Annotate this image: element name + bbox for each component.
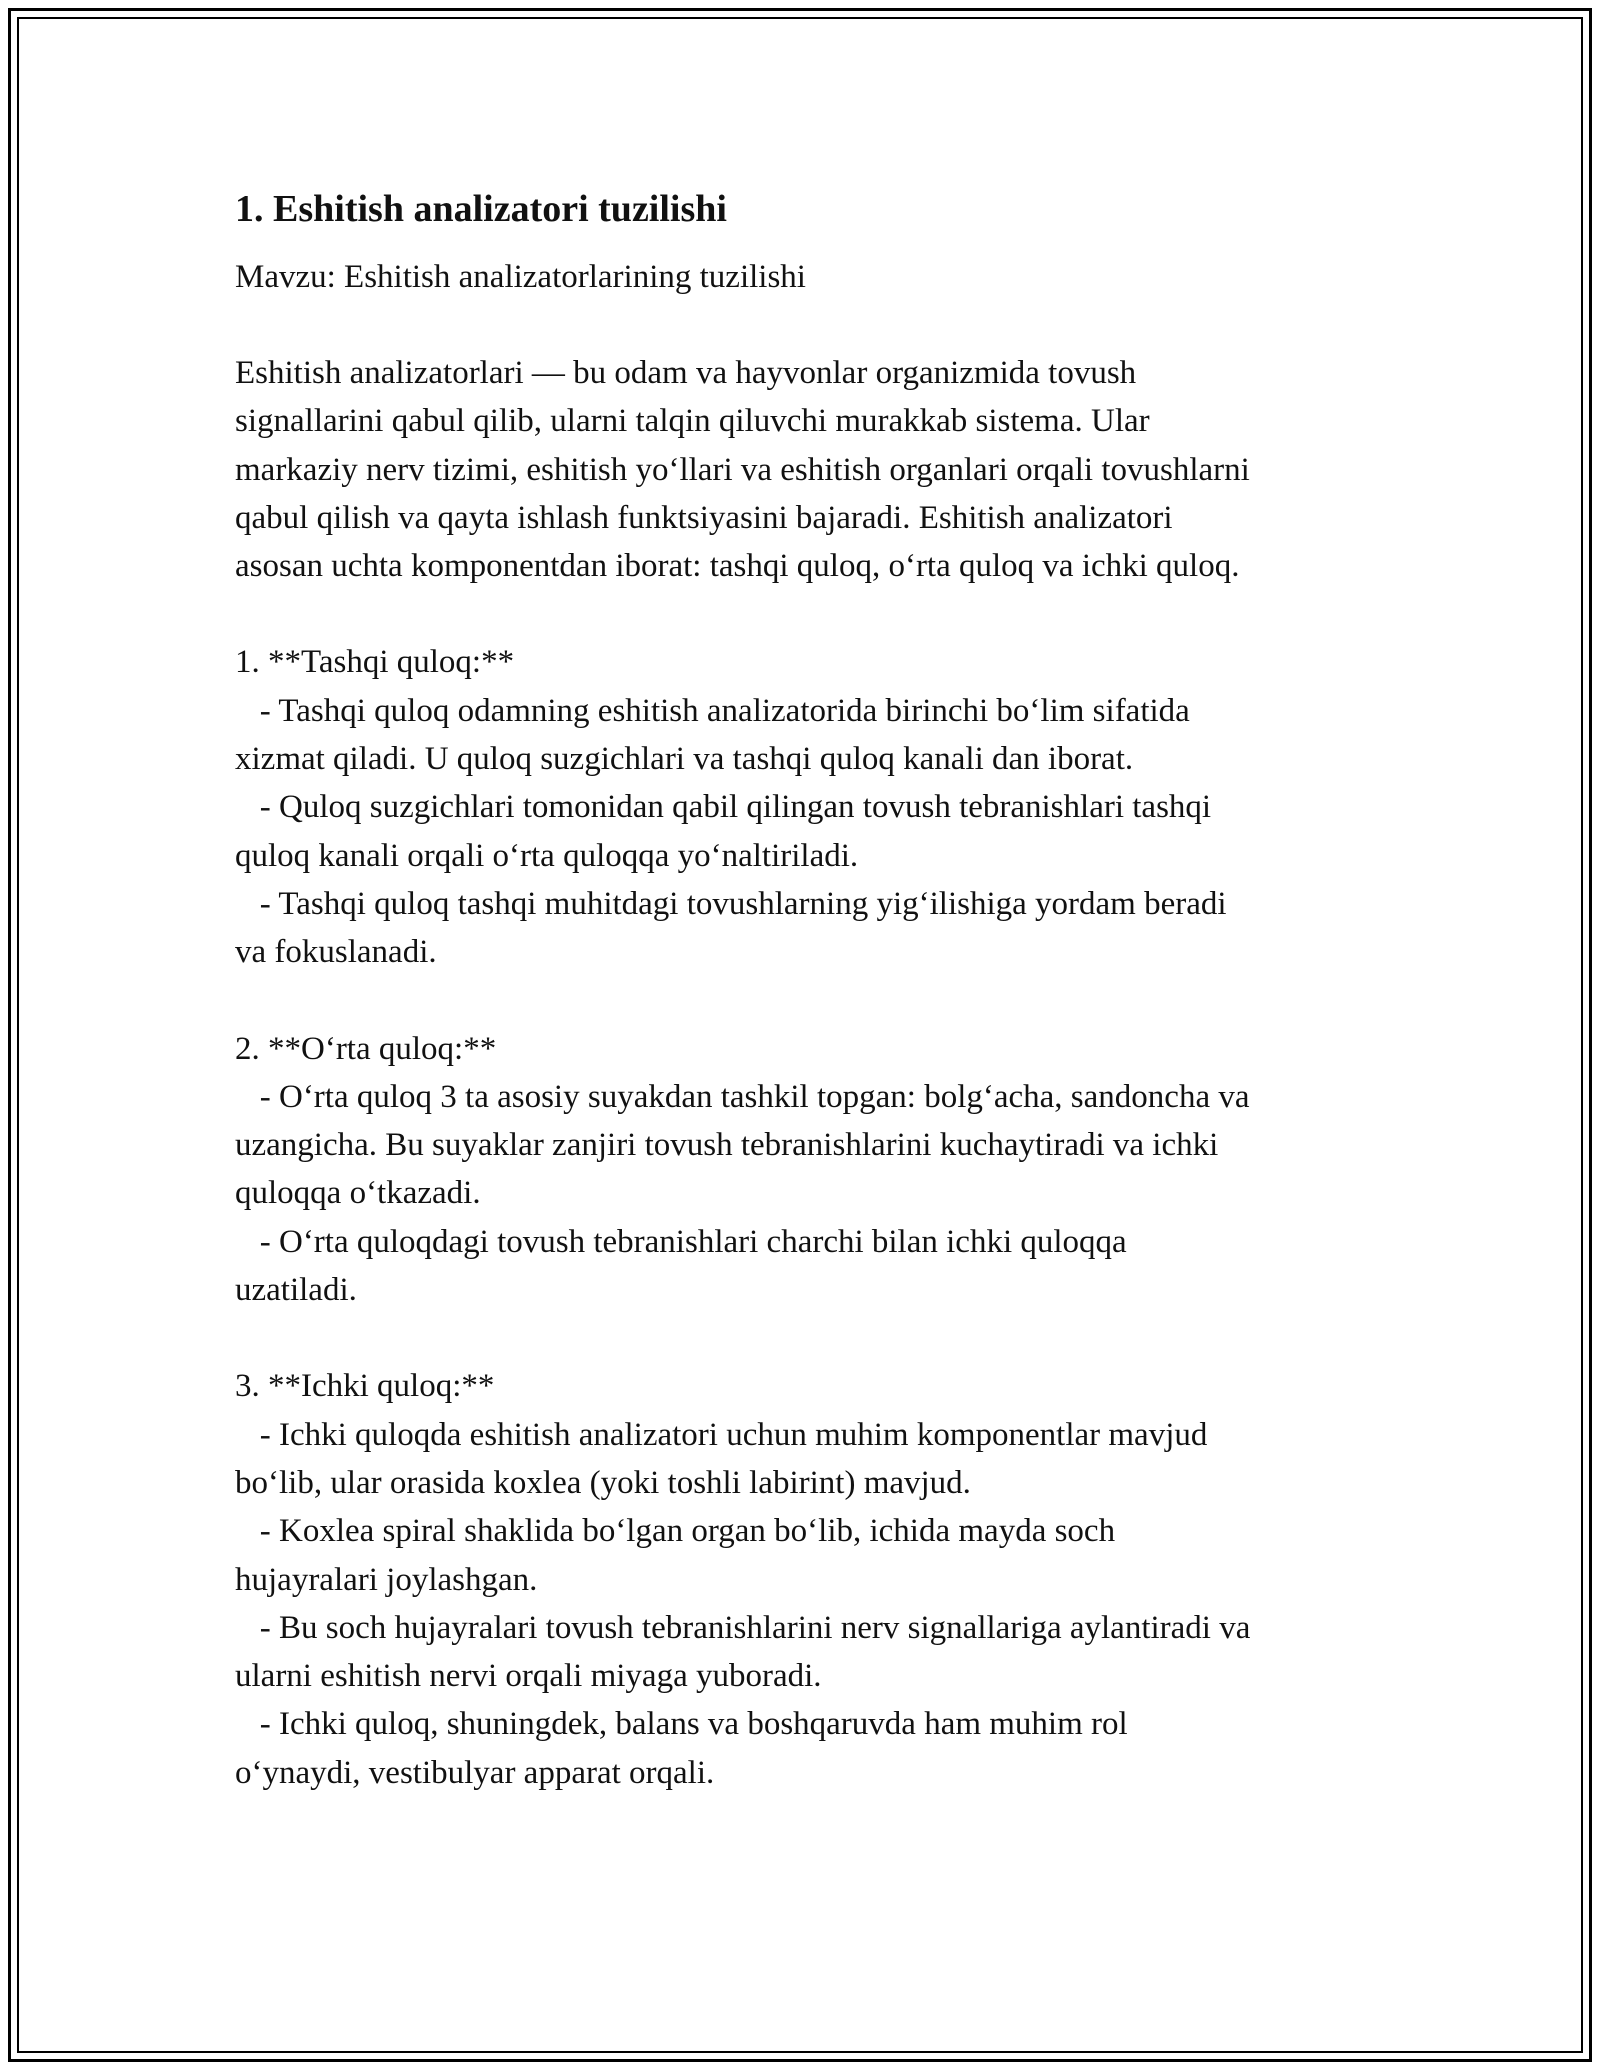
section-outer-ear: 1. **Tashqi quloq:** - Tashqi quloq odamning eshitish analizatorida birinchi bo‘lim sifatida xizmat qiladi. U quloq suzgichlari va tashqi quloq kanali dan iborat. - Quloq suzgichlari tomonidan qabil qilingan tovush tebranishlari tashqi quloq kanali orqali o‘rta quloqqa yo‘naltiriladi. - Tashqi quloq tashqi muhitdagi tovushlarning yig‘ilishiga yordam beradi va fokuslanadi. (235, 644, 1227, 971)
subject-line: Mavzu: Eshitish analizatorlarining tuzilishi (235, 259, 806, 295)
section-middle-ear: 2. **O‘rta quloq:** - O‘rta quloq 3 ta asosiy suyakdan tashkil topgan: bolg‘acha, sandoncha va uzangicha. Bu suyaklar zanjiri tovush tebranishlarini kuchaytiradi va ichki quloqqa o‘tkazadi. - O‘rta quloqdagi tovush tebranishlari charchi bilan ichki quloqqa uzatiladi. (235, 1030, 1250, 1309)
document-title: 1. Eshitish analizatori tuzilishi (235, 188, 727, 230)
document-body (235, 185, 1375, 1797)
section-inner-ear: 3. **Ichki quloq:** - Ichki quloqda eshitish analizatori uchun muhim komponentlar mavjud bo‘lib, ular orasida koxlea (yoki toshli labirint) mavjud. - Koxlea spiral shaklida bo‘lgan organ bo‘lib, ichida mayda soch hujayralari joylashgan. - Bu soch hujayralari tovush tebranishlarini nerv signallariga aylantiradi va ularni eshitish nervi orqali miyaga yuboradi. - Ichki quloq, shuningdek, balans va boshqaruvda ham muhim rol o‘ynaydi, vestibulyar apparat orqali. (235, 1368, 1251, 1791)
intro-paragraph: Eshitish analizatorlari — bu odam va hayvonlar organizmida tovush signallarini qabul qilib, ularni talqin qiluvchi murakkab sistema. Ular markaziy nerv tizimi, eshitish yo‘llari va eshitish organlari orqali tovushlarni qabul qilish va qayta ishlash funktsiyasini bajaradi. Eshitish analizatori asosan uchta komponentdan iborat: tashqi quloq, o‘rta quloq va ichki quloq. (235, 355, 1250, 585)
